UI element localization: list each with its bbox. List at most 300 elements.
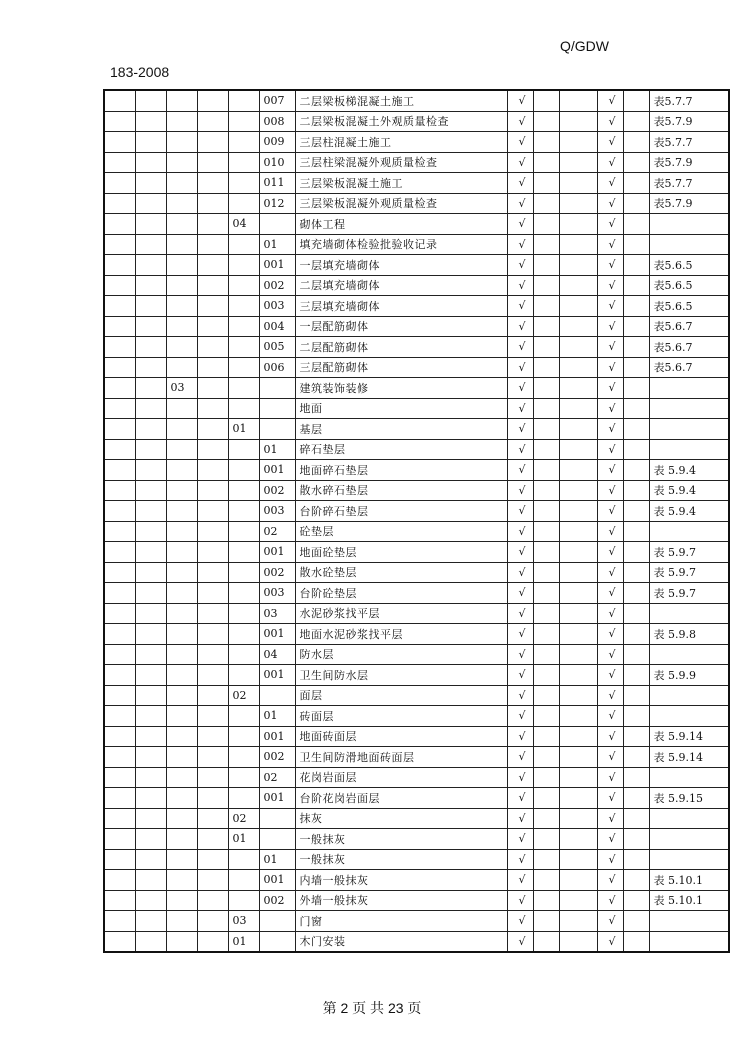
subitem-cell: 01 <box>228 829 259 850</box>
blank-cell <box>533 624 559 645</box>
blank-cell <box>559 890 597 911</box>
table-row <box>104 337 729 358</box>
level1-cell <box>104 542 135 563</box>
reference-cell <box>649 398 729 419</box>
blank-cell <box>623 849 649 870</box>
subitem-cell <box>228 747 259 768</box>
blank-cell <box>533 603 559 624</box>
reference-cell <box>649 234 729 255</box>
blank-cell <box>559 562 597 583</box>
item-name-cell: 三层柱梁混凝外观质量检查 <box>295 152 507 173</box>
blank-cell <box>623 255 649 276</box>
level1-cell <box>104 665 135 686</box>
table-row <box>104 255 729 276</box>
blank-cell <box>533 255 559 276</box>
subitem-cell: 03 <box>228 911 259 932</box>
code-cell: 001 <box>259 542 295 563</box>
blank-cell <box>533 501 559 522</box>
check-cell: √ <box>507 665 533 686</box>
check-cell: √ <box>597 542 623 563</box>
blank-cell <box>559 173 597 194</box>
blank-cell <box>559 726 597 747</box>
level3-cell <box>166 460 197 481</box>
table-row <box>104 911 729 932</box>
check-cell: √ <box>507 870 533 891</box>
level1-cell <box>104 849 135 870</box>
spacer-cell <box>197 480 228 501</box>
spacer-cell <box>197 501 228 522</box>
check-cell: √ <box>507 788 533 809</box>
blank-cell <box>623 316 649 337</box>
code-cell: 01 <box>259 706 295 727</box>
level2-cell <box>135 808 166 829</box>
blank-cell <box>559 911 597 932</box>
code-cell: 003 <box>259 583 295 604</box>
blank-cell <box>533 890 559 911</box>
reference-cell: 表 5.9.7 <box>649 562 729 583</box>
blank-cell <box>623 870 649 891</box>
level2-cell <box>135 665 166 686</box>
subitem-cell <box>228 193 259 214</box>
level2-cell <box>135 890 166 911</box>
level1-cell <box>104 234 135 255</box>
item-name-cell: 建筑装饰装修 <box>295 378 507 399</box>
blank-cell <box>623 111 649 132</box>
level1-cell <box>104 214 135 235</box>
level3-cell <box>166 870 197 891</box>
item-name-cell: 面层 <box>295 685 507 706</box>
spacer-cell <box>197 255 228 276</box>
check-cell: √ <box>597 275 623 296</box>
code-cell <box>259 419 295 440</box>
spacer-cell <box>197 193 228 214</box>
table-row <box>104 829 729 850</box>
blank-cell <box>559 542 597 563</box>
blank-cell <box>533 90 559 111</box>
level2-cell <box>135 275 166 296</box>
spacer-cell <box>197 439 228 460</box>
level3-cell <box>166 603 197 624</box>
level3-cell <box>166 726 197 747</box>
check-cell: √ <box>597 726 623 747</box>
check-cell: √ <box>597 480 623 501</box>
check-cell: √ <box>597 460 623 481</box>
spacer-cell <box>197 111 228 132</box>
level3-cell <box>166 890 197 911</box>
blank-cell <box>559 829 597 850</box>
level3-cell <box>166 132 197 153</box>
check-cell: √ <box>507 296 533 317</box>
table-row <box>104 562 729 583</box>
check-cell: √ <box>597 685 623 706</box>
level3-cell <box>166 849 197 870</box>
subitem-cell <box>228 603 259 624</box>
table-row <box>104 234 729 255</box>
code-cell: 010 <box>259 152 295 173</box>
reference-cell <box>649 419 729 440</box>
blank-cell <box>559 849 597 870</box>
blank-cell <box>623 931 649 952</box>
table-row <box>104 357 729 378</box>
item-name-cell: 外墙一般抹灰 <box>295 890 507 911</box>
code-cell: 003 <box>259 296 295 317</box>
code-cell: 001 <box>259 255 295 276</box>
item-name-cell: 台阶碎石垫层 <box>295 501 507 522</box>
reference-cell <box>649 808 729 829</box>
code-cell: 009 <box>259 132 295 153</box>
check-cell: √ <box>507 398 533 419</box>
code-cell: 007 <box>259 90 295 111</box>
check-cell: √ <box>597 357 623 378</box>
check-cell: √ <box>507 337 533 358</box>
item-name-cell: 二层配筋砌体 <box>295 337 507 358</box>
spacer-cell <box>197 132 228 153</box>
level2-cell <box>135 439 166 460</box>
level3-cell <box>166 419 197 440</box>
level3-cell <box>166 542 197 563</box>
blank-cell <box>533 173 559 194</box>
table-row <box>104 214 729 235</box>
level3-cell <box>166 90 197 111</box>
spacer-cell <box>197 603 228 624</box>
check-cell: √ <box>597 296 623 317</box>
table-row <box>104 788 729 809</box>
reference-cell <box>649 767 729 788</box>
spacer-cell <box>197 808 228 829</box>
table-row <box>104 173 729 194</box>
level1-cell <box>104 275 135 296</box>
blank-cell <box>559 521 597 542</box>
reference-cell: 表 5.9.4 <box>649 501 729 522</box>
check-cell: √ <box>597 214 623 235</box>
subitem-cell <box>228 296 259 317</box>
level3-cell <box>166 255 197 276</box>
item-name-cell: 二层填充墙砌体 <box>295 275 507 296</box>
level1-cell <box>104 644 135 665</box>
reference-cell: 表5.7.9 <box>649 152 729 173</box>
reference-cell: 表 5.9.9 <box>649 665 729 686</box>
spacer-cell <box>197 337 228 358</box>
check-cell: √ <box>597 316 623 337</box>
level2-cell <box>135 234 166 255</box>
level2-cell <box>135 255 166 276</box>
subitem-cell <box>228 583 259 604</box>
subitem-cell: 04 <box>228 214 259 235</box>
blank-cell <box>533 378 559 399</box>
level1-cell <box>104 193 135 214</box>
subitem-cell: 02 <box>228 685 259 706</box>
table-row <box>104 316 729 337</box>
level3-cell <box>166 665 197 686</box>
table-row <box>104 193 729 214</box>
item-name-cell: 二层梁板梯混凝土施工 <box>295 90 507 111</box>
spacer-cell <box>197 542 228 563</box>
level1-cell <box>104 624 135 645</box>
level1-cell <box>104 767 135 788</box>
blank-cell <box>559 132 597 153</box>
code-cell: 002 <box>259 480 295 501</box>
level2-cell <box>135 583 166 604</box>
table-row <box>104 747 729 768</box>
level2-cell <box>135 501 166 522</box>
blank-cell <box>559 439 597 460</box>
subitem-cell <box>228 501 259 522</box>
blank-cell <box>533 583 559 604</box>
table-row <box>104 378 729 399</box>
subitem-cell <box>228 870 259 891</box>
item-name-cell: 地面水泥砂浆找平层 <box>295 624 507 645</box>
check-cell: √ <box>597 419 623 440</box>
item-name-cell: 门窗 <box>295 911 507 932</box>
level2-cell <box>135 788 166 809</box>
blank-cell <box>533 111 559 132</box>
check-cell: √ <box>507 255 533 276</box>
code-cell: 01 <box>259 439 295 460</box>
blank-cell <box>533 665 559 686</box>
table-row <box>104 419 729 440</box>
check-cell: √ <box>597 706 623 727</box>
level2-cell <box>135 521 166 542</box>
blank-cell <box>623 603 649 624</box>
level3-cell <box>166 316 197 337</box>
table-row <box>104 624 729 645</box>
level2-cell <box>135 603 166 624</box>
level1-cell <box>104 152 135 173</box>
blank-cell <box>623 624 649 645</box>
blank-cell <box>533 706 559 727</box>
blank-cell <box>533 193 559 214</box>
table-row <box>104 542 729 563</box>
check-cell: √ <box>507 234 533 255</box>
check-cell: √ <box>507 890 533 911</box>
subitem-cell <box>228 316 259 337</box>
level2-cell <box>135 542 166 563</box>
code-cell: 01 <box>259 849 295 870</box>
blank-cell <box>533 562 559 583</box>
blank-cell <box>533 296 559 317</box>
table-row <box>104 931 729 952</box>
item-name-cell: 卫生间防水层 <box>295 665 507 686</box>
level1-cell <box>104 255 135 276</box>
level1-cell <box>104 562 135 583</box>
check-cell: √ <box>597 624 623 645</box>
spacer-cell <box>197 419 228 440</box>
reference-cell: 表5.6.5 <box>649 255 729 276</box>
subitem-cell <box>228 726 259 747</box>
level1-cell <box>104 808 135 829</box>
item-name-cell: 二层梁板混凝土外观质量检查 <box>295 111 507 132</box>
subitem-cell <box>228 624 259 645</box>
spacer-cell <box>197 460 228 481</box>
blank-cell <box>559 214 597 235</box>
check-cell: √ <box>507 501 533 522</box>
subitem-cell <box>228 357 259 378</box>
level1-cell <box>104 521 135 542</box>
blank-cell <box>533 316 559 337</box>
spacer-cell <box>197 357 228 378</box>
level2-cell <box>135 296 166 317</box>
blank-cell <box>559 480 597 501</box>
check-cell: √ <box>597 111 623 132</box>
blank-cell <box>559 870 597 891</box>
blank-cell <box>533 439 559 460</box>
spacer-cell <box>197 911 228 932</box>
check-cell: √ <box>507 603 533 624</box>
blank-cell <box>533 829 559 850</box>
subitem-cell <box>228 337 259 358</box>
blank-cell <box>623 152 649 173</box>
table-row <box>104 460 729 481</box>
blank-cell <box>559 316 597 337</box>
code-cell <box>259 685 295 706</box>
reference-cell: 表 5.9.4 <box>649 460 729 481</box>
spacer-cell <box>197 726 228 747</box>
level3-cell <box>166 296 197 317</box>
check-cell: √ <box>507 911 533 932</box>
code-cell <box>259 398 295 419</box>
reference-cell: 表5.6.5 <box>649 296 729 317</box>
code-cell <box>259 829 295 850</box>
level1-cell <box>104 132 135 153</box>
code-cell: 012 <box>259 193 295 214</box>
item-name-cell: 一般抹灰 <box>295 849 507 870</box>
item-name-cell: 一般抹灰 <box>295 829 507 850</box>
table-row <box>104 706 729 727</box>
spacer-cell <box>197 214 228 235</box>
check-cell: √ <box>597 788 623 809</box>
table-row <box>104 152 729 173</box>
blank-cell <box>623 214 649 235</box>
code-cell: 001 <box>259 624 295 645</box>
check-cell: √ <box>507 214 533 235</box>
level2-cell <box>135 562 166 583</box>
spacer-cell <box>197 398 228 419</box>
check-cell: √ <box>507 193 533 214</box>
blank-cell <box>623 90 649 111</box>
reference-cell <box>649 849 729 870</box>
blank-cell <box>623 173 649 194</box>
subitem-cell <box>228 90 259 111</box>
reference-cell <box>649 829 729 850</box>
level2-cell <box>135 460 166 481</box>
code-cell <box>259 214 295 235</box>
spacer-cell <box>197 378 228 399</box>
table-row <box>104 890 729 911</box>
reference-cell: 表 5.9.7 <box>649 542 729 563</box>
spacer-cell <box>197 624 228 645</box>
level3-cell <box>166 788 197 809</box>
check-cell: √ <box>597 870 623 891</box>
level3-cell <box>166 685 197 706</box>
item-name-cell: 三层梁板混凝外观质量检查 <box>295 193 507 214</box>
item-name-cell: 碎石垫层 <box>295 439 507 460</box>
check-cell: √ <box>507 419 533 440</box>
blank-cell <box>533 931 559 952</box>
blank-cell <box>623 788 649 809</box>
spacer-cell <box>197 234 228 255</box>
check-cell: √ <box>597 911 623 932</box>
spacer-cell <box>197 521 228 542</box>
level1-cell <box>104 685 135 706</box>
level1-cell <box>104 726 135 747</box>
subitem-cell: 01 <box>228 931 259 952</box>
code-cell: 003 <box>259 501 295 522</box>
spacer-cell <box>197 849 228 870</box>
check-cell: √ <box>507 480 533 501</box>
check-cell: √ <box>507 173 533 194</box>
reference-cell: 表 5.9.14 <box>649 747 729 768</box>
blank-cell <box>533 275 559 296</box>
blank-cell <box>623 911 649 932</box>
item-name-cell: 台阶砼垫层 <box>295 583 507 604</box>
blank-cell <box>533 788 559 809</box>
reference-cell: 表5.7.7 <box>649 132 729 153</box>
code-cell: 02 <box>259 767 295 788</box>
level3-cell <box>166 193 197 214</box>
level1-cell <box>104 398 135 419</box>
check-cell: √ <box>597 767 623 788</box>
level2-cell <box>135 870 166 891</box>
blank-cell <box>623 685 649 706</box>
item-name-cell: 一层配筋砌体 <box>295 316 507 337</box>
check-cell: √ <box>597 337 623 358</box>
table-row <box>104 808 729 829</box>
blank-cell <box>623 275 649 296</box>
reference-cell: 表 5.9.8 <box>649 624 729 645</box>
check-cell: √ <box>507 378 533 399</box>
level1-cell <box>104 419 135 440</box>
blank-cell <box>533 480 559 501</box>
level2-cell <box>135 398 166 419</box>
check-cell: √ <box>507 521 533 542</box>
code-cell: 001 <box>259 665 295 686</box>
reference-cell: 表5.6.7 <box>649 337 729 358</box>
blank-cell <box>533 685 559 706</box>
reference-cell <box>649 931 729 952</box>
item-name-cell: 散水碎石垫层 <box>295 480 507 501</box>
item-name-cell: 防水层 <box>295 644 507 665</box>
spacer-cell <box>197 275 228 296</box>
level2-cell <box>135 644 166 665</box>
code-cell <box>259 911 295 932</box>
level2-cell <box>135 767 166 788</box>
subitem-cell <box>228 665 259 686</box>
check-cell: √ <box>597 747 623 768</box>
check-cell: √ <box>597 193 623 214</box>
code-cell: 002 <box>259 562 295 583</box>
level1-cell <box>104 378 135 399</box>
level3-cell <box>166 583 197 604</box>
code-cell: 001 <box>259 460 295 481</box>
level3-cell <box>166 152 197 173</box>
reference-cell <box>649 214 729 235</box>
blank-cell <box>533 357 559 378</box>
reference-cell <box>649 439 729 460</box>
subitem-cell <box>228 275 259 296</box>
blank-cell <box>559 90 597 111</box>
check-cell: √ <box>507 357 533 378</box>
code-cell: 04 <box>259 644 295 665</box>
code-cell: 006 <box>259 357 295 378</box>
reference-cell: 表5.6.7 <box>649 357 729 378</box>
level2-cell <box>135 90 166 111</box>
blank-cell <box>533 337 559 358</box>
reference-cell: 表 5.9.4 <box>649 480 729 501</box>
level2-cell <box>135 829 166 850</box>
subitem-cell <box>228 480 259 501</box>
level3-cell <box>166 214 197 235</box>
spacer-cell <box>197 665 228 686</box>
